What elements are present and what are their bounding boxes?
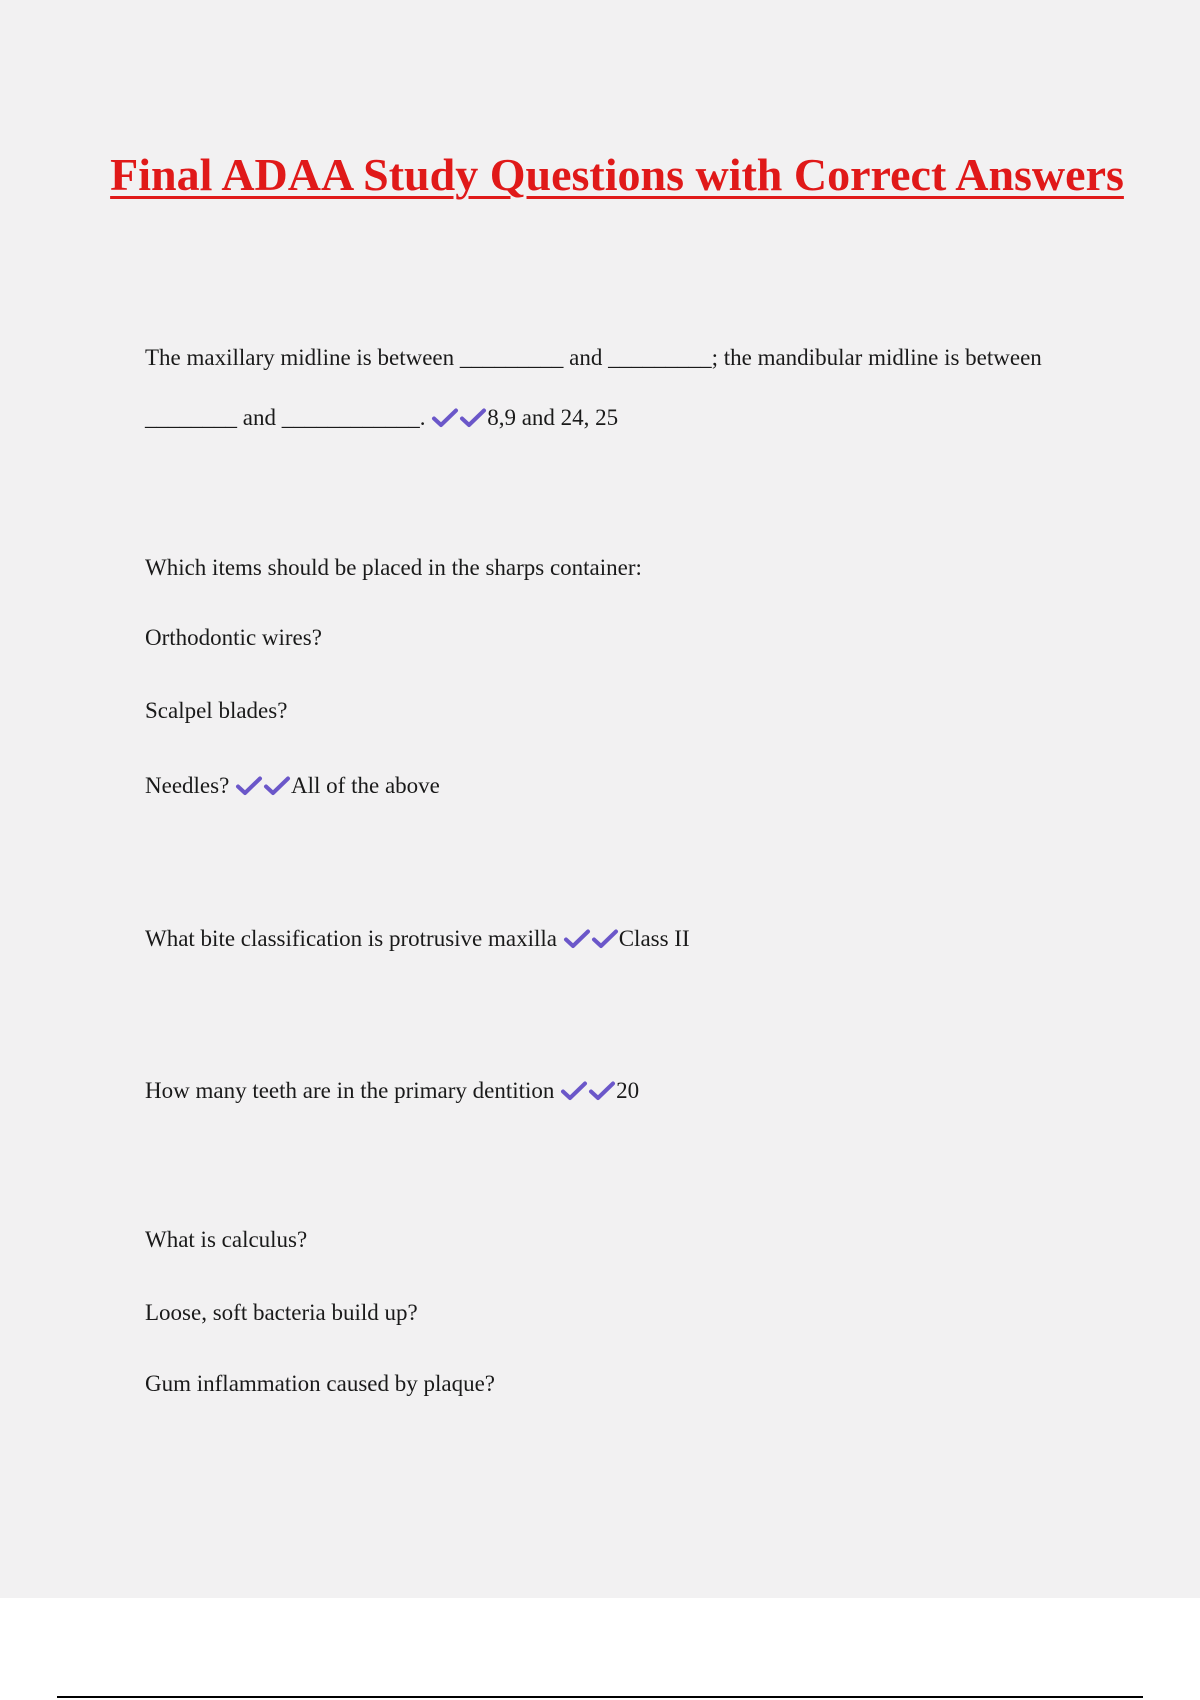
check-icon bbox=[459, 407, 487, 429]
question-5-text: What is calculus? bbox=[145, 1227, 308, 1252]
question-1-text: The maxillary midline is between _________ and _________; the mandibular midline is between bbox=[145, 345, 1042, 370]
check-icon bbox=[560, 1080, 588, 1102]
question-2-option bbox=[145, 772, 440, 800]
document-title: Final ADAA Study Questions with Correct Answers bbox=[110, 149, 1124, 200]
question-2-prompt bbox=[145, 554, 642, 582]
answer-4: 20 bbox=[616, 1078, 640, 1103]
question-5-option bbox=[145, 1299, 418, 1327]
question-1-blanks: ________ and ____________. bbox=[145, 405, 426, 430]
question-4-text: How many teeth are in the primary dentition bbox=[145, 1078, 555, 1103]
option-text: Needles? bbox=[145, 773, 230, 798]
option-text: Loose, soft bacteria build up? bbox=[145, 1300, 418, 1325]
footer-divider bbox=[57, 1696, 1143, 1698]
check-icon bbox=[235, 775, 263, 797]
check-icon bbox=[563, 928, 591, 950]
question-4-line bbox=[145, 1077, 639, 1105]
question-3-text: What bite classification is protrusive maxilla bbox=[145, 926, 557, 951]
question-3-line bbox=[145, 925, 690, 953]
question-1-line-2 bbox=[145, 404, 618, 432]
question-2-option bbox=[145, 697, 287, 725]
question-1-line-1 bbox=[145, 344, 1042, 372]
answer-2: All of the above bbox=[291, 773, 440, 798]
option-text: Orthodontic wires? bbox=[145, 625, 322, 650]
check-icon bbox=[431, 407, 459, 429]
question-2-text: Which items should be placed in the sharps container: bbox=[145, 555, 642, 580]
question-5-prompt bbox=[145, 1226, 307, 1254]
option-text: Gum inflammation caused by plaque? bbox=[145, 1371, 496, 1396]
check-icon bbox=[263, 775, 291, 797]
check-icon bbox=[591, 928, 619, 950]
answer-1: 8,9 and 24, 25 bbox=[487, 405, 619, 430]
answer-3: Class II bbox=[618, 926, 690, 951]
question-2-option bbox=[145, 624, 322, 652]
check-icon bbox=[588, 1080, 616, 1102]
option-text: Scalpel blades? bbox=[145, 698, 288, 723]
question-5-option bbox=[145, 1370, 495, 1398]
